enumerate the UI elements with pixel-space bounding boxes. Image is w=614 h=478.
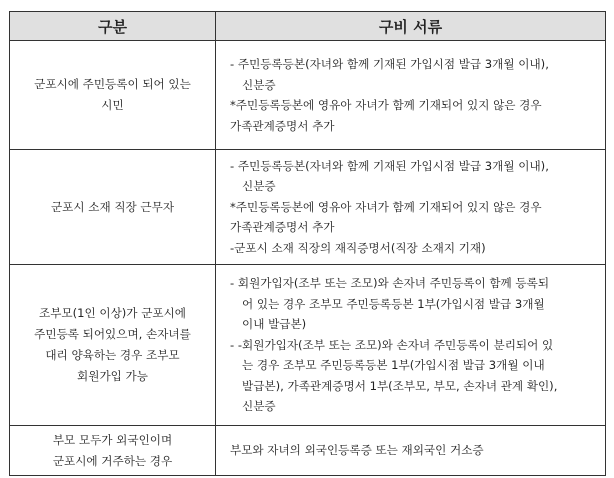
document-line: 가족관계증명서 추가	[230, 118, 335, 133]
header-category: 구분	[10, 12, 216, 41]
document-line: 어 있는 경우 조부모 주민등록등본 1부(가입시점 발급 3개월	[242, 296, 545, 311]
table-header-row	[10, 12, 606, 41]
document-line: *주민등록등본에 영유아 자녀가 함께 기재되어 있지 않은 경우	[230, 98, 542, 112]
document-line: *주민등록등본에 영유아 자녀가 함께 기재되어 있지 않은 경우	[230, 199, 542, 214]
table-row	[10, 426, 606, 476]
category-cell	[10, 426, 216, 476]
category-line: 군포시에 거주하는 경우	[52, 453, 173, 468]
category-line: 회원가입 가능	[77, 369, 148, 383]
document-line: 부모와 자녀의 외국인등록증 또는 재외국인 거소증	[230, 443, 484, 458]
documents-cell	[216, 426, 606, 476]
document-line: 발급본), 가족관계증명서 1부(조부모, 부모, 손자녀 관계 확인),	[242, 378, 558, 393]
category-cell	[10, 41, 216, 150]
document-line: 는 경우 조부모 주민등록등본 1부(가입시점 발급 3개월 이내	[242, 358, 545, 373]
category-line: 대리 양육하는 경우 조부모	[45, 348, 180, 362]
document-line: 신분증	[242, 399, 276, 414]
table-row	[10, 265, 606, 426]
category-cell	[10, 265, 216, 426]
category-cell	[10, 150, 216, 265]
documents-cell	[216, 265, 606, 426]
documents-cell	[216, 41, 606, 150]
category-line: 주민등록 되어있으며, 손자녀를	[34, 327, 191, 341]
document-line: -군포시 소재 직장의 재직증명서(직장 소재지 기재)	[230, 240, 486, 255]
document-line: - 주민등록등본(자녀와 함께 기재된 가입시점 발급 3개월 이내),	[230, 57, 549, 71]
required-documents-table	[9, 11, 606, 476]
documents-cell	[216, 150, 606, 265]
document-line: 신분증	[242, 77, 276, 92]
table-row	[10, 150, 606, 265]
header-documents: 구비 서류	[216, 12, 606, 41]
document-line: 이내 발급본)	[242, 317, 307, 332]
document-line: - 주민등록등본(자녀와 함께 기재된 가입시점 발급 3개월 이내),	[230, 158, 549, 173]
table-row	[10, 41, 606, 150]
category-line: 군포시 소재 직장 근무자	[50, 199, 175, 214]
document-line: - -회원가입자(조부 또는 조모)와 손자녀 주민등록이 분리되어 있	[230, 337, 554, 352]
document-line: 가족관계증명서 추가	[230, 220, 335, 235]
category-line: 부모 모두가 외국인이며	[52, 432, 173, 447]
document-line: - 회원가입자(조부 또는 조모)와 손자녀 주민등록이 함께 등록되	[230, 276, 550, 291]
category-line: 조부모(1인 이상)가 군포시에	[39, 306, 186, 320]
category-line: 군포시에 주민등록이 되어 있는	[34, 77, 191, 91]
document-line: 신분증	[242, 179, 276, 194]
category-line: 시민	[101, 98, 124, 112]
